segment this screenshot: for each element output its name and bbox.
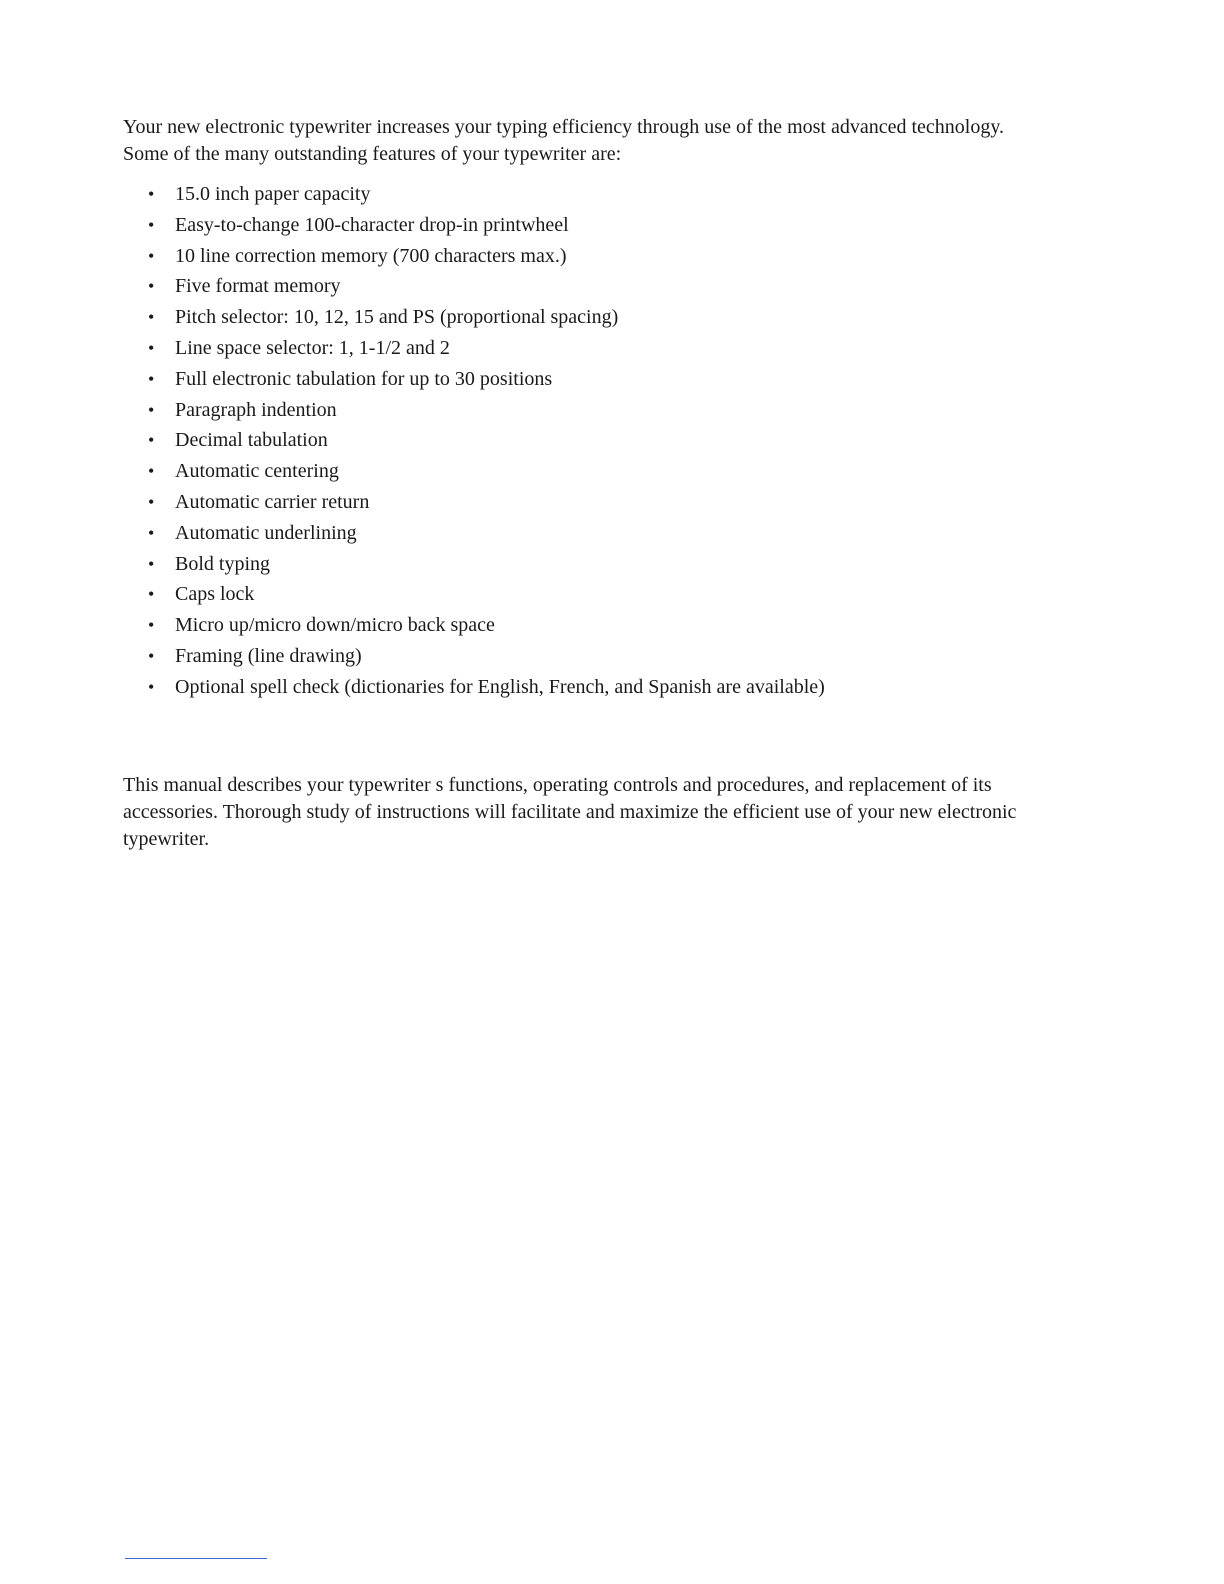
bullet-icon: • [148,615,155,636]
feature-item: • Bold typing [148,549,825,580]
feature-item: • Pitch selector: 10, 12, 15 and PS (proportional spacing) [148,302,825,333]
intro-paragraph: Your new electronic typewriter increases your typing efficiency through use of the most advanced technology. Some of the many outstanding features of your typewriter are: [123,116,1005,165]
bullet-icon: • [148,553,155,574]
bullet-icon: • [148,584,155,605]
closing-paragraph: This manual describes your typewriter s functions, operating controls and procedures, and replacement of its accessories. Thorough study of instructions will facilitate and maximize the efficient use of your new electronic typewriter. [123,774,1017,850]
bullet-icon: • [148,491,155,512]
feature-item: • Framing (line drawing) [148,641,825,672]
bullet-icon: • [148,430,155,451]
bullet-icon: • [148,368,155,389]
feature-item: • 10 line correction memory (700 characters max.) [148,241,825,272]
bullet-icon: • [148,399,155,420]
bullet-icon: • [148,276,155,297]
feature-item: • 15.0 inch paper capacity [148,179,825,210]
feature-item: • Line space selector: 1, 1-1/2 and 2 [148,333,825,364]
bullet-icon: • [148,184,155,204]
feature-list [148,179,825,703]
bullet-icon: • [148,461,155,482]
feature-item: • Optional spell check (dictionaries for English, French, and Spanish are available) [148,672,825,703]
bullet-icon: • [148,645,155,666]
feature-item: • Five format memory [148,271,825,302]
footer-rule [125,1558,267,1559]
feature-item: • Paragraph indention [148,395,825,426]
bullet-icon: • [148,307,155,328]
bullet-icon: • [148,214,155,235]
feature-item: • Easy-to-change 100-character drop-in printwheel [148,210,825,241]
feature-item: • Automatic underlining [148,518,825,549]
feature-item: • Full electronic tabulation for up to 30 positions [148,364,825,395]
feature-item: • Caps lock [148,579,825,610]
bullet-icon: • [148,676,155,697]
feature-item: • Automatic centering [148,456,825,487]
bullet-icon: • [148,337,155,358]
feature-item: • Automatic carrier return [148,487,825,518]
bullet-icon: • [148,522,155,543]
feature-item: • Decimal tabulation [148,425,825,456]
bullet-icon: • [148,245,155,266]
feature-item: • Micro up/micro down/micro back space [148,610,825,641]
